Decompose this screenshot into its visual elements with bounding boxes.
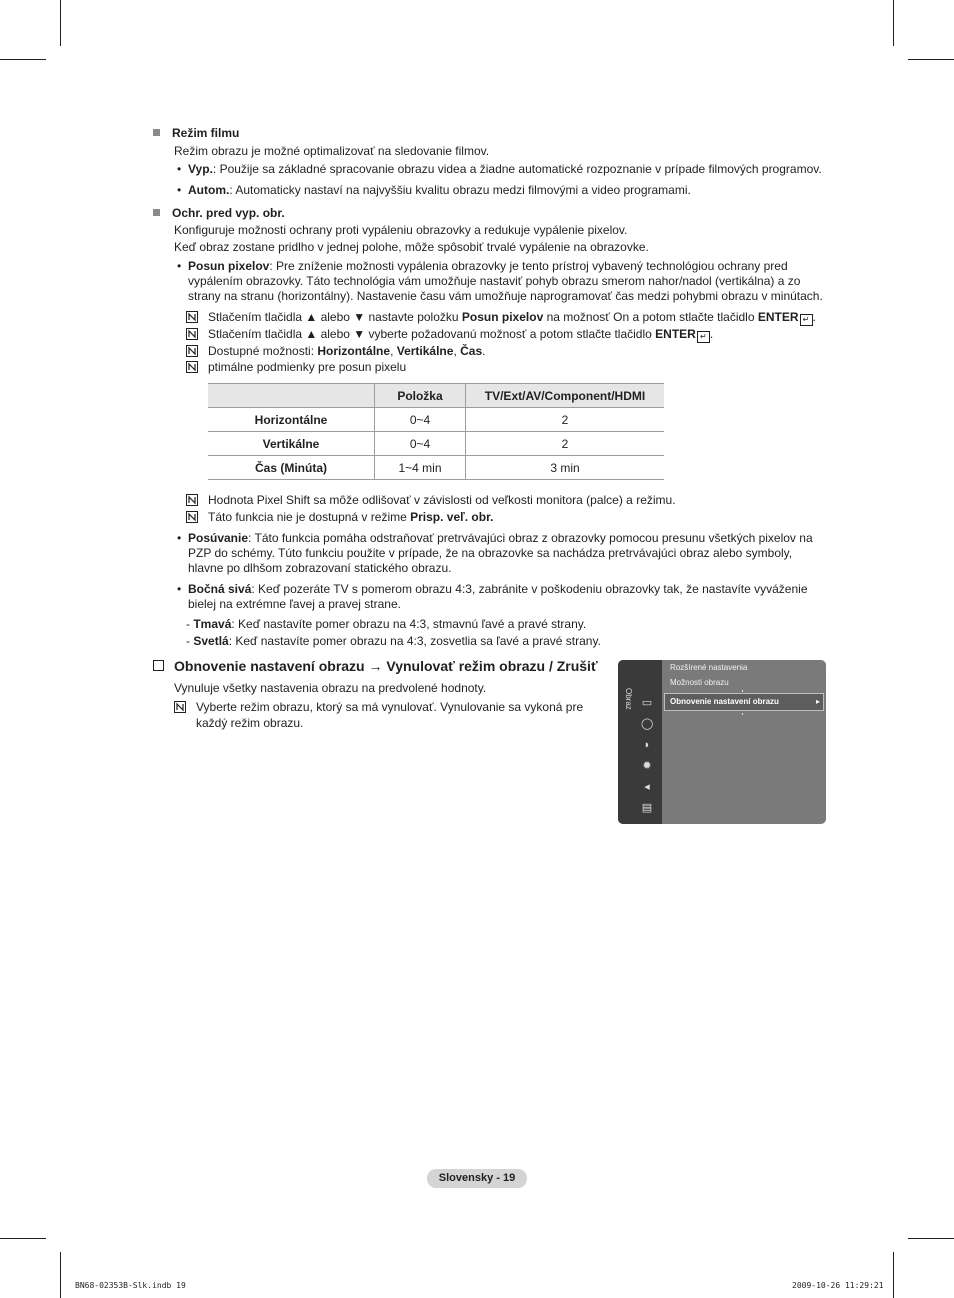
picture-icon[interactable]: ▭ [641, 697, 653, 709]
note-item [174, 699, 614, 731]
square-bullet-icon [153, 129, 160, 136]
table-cell: Horizontálne [208, 408, 375, 432]
sub-text: : Keď nastavíte pomer obrazu na 4:3, stmavnú ľavé a pravé strany. [231, 617, 587, 631]
table-cell: 0~4 [375, 408, 466, 432]
bullet-term: Posun pixelov [188, 259, 270, 273]
scroll-down-indicator [742, 713, 743, 715]
note-icon [174, 701, 186, 713]
note-bold: Čas [460, 344, 483, 358]
bullet-dot-icon: • [177, 531, 182, 545]
table-header: Položka [375, 384, 466, 408]
note-bold: Vertikálne [396, 344, 454, 358]
bullet-dot-icon: • [177, 183, 182, 197]
bullet-text: : Použije sa základné spracovanie obrazu videa a žiadne automatické rozpoznanie v prípade filmových programov. [212, 162, 822, 176]
sub-item-dark: - Tmavá: Keď nastavíte pomer obrazu na 4:3, stmavnú ľavé a pravé strany. [186, 617, 587, 631]
table-row [208, 432, 664, 456]
bullet-scrolling [174, 531, 824, 576]
bullet-item [174, 183, 824, 198]
note-item: Stlačením tlačidla ▲ alebo ▼ vyberte požadovanú možnosť a potom stlačte tlačidlo ENTER ↵ . [186, 326, 826, 343]
note-bold: Horizontálne [317, 344, 391, 358]
note-text: ptimálne podmienky pre posun pixelu [208, 360, 407, 374]
setup-gear-icon[interactable]: ✹ [642, 760, 652, 772]
heading-text: Režim filmu [172, 126, 240, 140]
note-bold: ENTER [757, 310, 799, 324]
burn-description-1: Konfiguruje možnosti ochrany proti vypáleniu obrazovky a redukuje vypálenie pixelov. [174, 223, 628, 237]
note-bold: ENTER [655, 327, 696, 341]
note-item: Dostupné možnosti: Horizontálne, Vertikálne, Čas. [186, 343, 826, 359]
bullet-term: Posúvanie [188, 531, 249, 545]
sub-term: Svetlá [193, 634, 229, 648]
square-bullet-icon [153, 209, 160, 216]
bullet-dot-icon: • [177, 162, 182, 176]
selected-label: Obnovenie nastavení obrazu [670, 697, 779, 706]
heading-text: Obnovenie nastavení obrazu → Vynulovať režim obrazu / Zrušiť [174, 658, 598, 674]
crop-mark [0, 1238, 46, 1239]
crop-mark [908, 1238, 954, 1239]
crop-mark [0, 59, 46, 60]
pixel-shift-table [208, 383, 664, 480]
sub-item-light: - Svetlá: Keď nastavíte pomer obrazu na 4:3, zosvetlia sa ľavé a pravé strany. [186, 634, 601, 648]
bullet-item [174, 162, 824, 177]
bullet-pixel-shift [174, 259, 824, 304]
bullet-term: Bočná sivá [188, 582, 252, 596]
table-cell: Čas (Minúta) [208, 456, 375, 480]
menu-category-label: Obraz [624, 688, 633, 710]
bullet-side-gray [174, 582, 824, 612]
burn-description-2: Keď obraz zostane pridlho v jednej polohe, môže spôsobiť trvalé vypálenie na obrazovke. [174, 240, 649, 254]
table-cell: 2 [466, 432, 665, 456]
bullet-term: Autom. [188, 183, 230, 197]
table-header: TV/Ext/AV/Component/HDMI [466, 384, 665, 408]
table-cell: 1~4 min [375, 456, 466, 480]
film-description: Režim obrazu je možné optimalizovať na sledovanie filmov. [174, 144, 490, 158]
crop-mark [60, 1252, 61, 1298]
arrow-right-icon: ▸ [815, 697, 820, 706]
bullet-text: : Keď pozeráte TV s pomerom obrazu 4:3, zabránite v poškodeniu obrazovky tak, že nastavíte vyváženie bielej na extrémne ľavej a pravej strane. [188, 582, 808, 611]
note-text: Vyberte režim obrazu, ktorý sa má vynulovať. Vynulovanie sa vykoná pre každý režim obrazu. [196, 700, 584, 730]
note-icon [186, 511, 198, 523]
input-icon[interactable]: ◂ [644, 781, 650, 793]
note-text: Hodnota Pixel Shift sa môže odlišovať v závislosti od veľkosti monitora (palce) a režimu. [208, 493, 676, 507]
bullet-text: : Automaticky nastaví na najvyššiu kvalitu obrazu medzi filmovými a video programami. [229, 183, 691, 197]
note-bold: Prisp. veľ. obr. [410, 510, 494, 524]
note-item [186, 359, 826, 375]
note-text: Stlačením tlačidla ▲ alebo ▼ vyberte požadovanú možnosť a potom stlačte tlačidlo [208, 327, 656, 341]
menu-item[interactable]: Rozšírené nastavenia [670, 663, 748, 672]
note-item: Stlačením tlačidla ▲ alebo ▼ nastavte položku Posun pixelov na možnosť On a potom stlačte tlačidlo ENTER ↵ . [186, 309, 826, 326]
bullet-text: : Táto funkcia pomáha odstraňovať pretrvávajúci obraz z obrazovky pomocou presunu všetkých pixelov na PZP do schémy. Túto funkciu použite v prípade, že na obrazovke sa nachádza pretrvávajúci obraz alebo symboly, hlavne po dlhšom zobrazovaní statického obrazu. [188, 531, 813, 575]
menu-item-selected[interactable] [664, 693, 824, 711]
note-text: Dostupné možnosti: [208, 344, 318, 358]
menu-sidebar [618, 660, 662, 824]
table-row [208, 408, 664, 432]
table-row [208, 456, 664, 480]
note-text: Táto funkcia nie je dostupná v režime [208, 510, 411, 524]
footer-timestamp: 2009-10-26 11:29:21 [792, 1281, 884, 1290]
note-icon [186, 311, 198, 323]
bullet-text: : Pre zníženie možnosti vypálenia obrazovky je tento prístroj vybavený technológiou ochrany pred vypálením obrazovky. Táto technológia vám umožňuje nastaviť pohyb obrazu smerom nahor/nadol (vertikálna) a zo strany na stranu (horizontálny). Nastavenie času vám umožňuje naprogramovať čas medzi pohybmi obrazu v minútach. [188, 259, 823, 303]
crop-mark [893, 0, 894, 46]
sub-term: Tmavá [193, 617, 232, 631]
heading-text: Ochr. pred vyp. obr. [172, 206, 285, 220]
note-icon [186, 328, 198, 340]
sub-text: : Keď nastavíte pomer obrazu na 4:3, zosvetlia sa ľavé a pravé strany. [228, 634, 601, 648]
note-icon [186, 494, 198, 506]
menu-item[interactable]: Možnosti obrazu [670, 678, 729, 687]
enter-icon: ↵ [800, 314, 813, 326]
note-icon [186, 345, 198, 357]
note-bold: Posun pixelov [461, 310, 544, 324]
note-item [186, 492, 826, 508]
table-cell: 2 [466, 408, 665, 432]
reset-description: Vynuluje všetky nastavenia obrazu na predvolené hodnoty. [174, 681, 487, 695]
footer-file-info: BN68-02353B-Slk.indb 19 [75, 1281, 186, 1290]
enter-icon: ↵ [697, 331, 710, 343]
checkbox-square-icon [153, 660, 164, 671]
note-text: na možnosť On a potom stlačte tlačidlo [543, 310, 758, 324]
crop-mark [60, 0, 61, 46]
section-heading-reset [153, 658, 598, 674]
table-cell: Vertikálne [208, 432, 375, 456]
table-cell: 3 min [466, 456, 665, 480]
section-heading-film [153, 126, 239, 140]
crop-mark [908, 59, 954, 60]
note-text: Stlačením tlačidla ▲ alebo ▼ nastavte položku [208, 310, 462, 324]
table-cell: 0~4 [375, 432, 466, 456]
crop-mark [893, 1252, 894, 1298]
table-header [208, 384, 375, 408]
page-number-badge: Slovensky - 19 [427, 1169, 527, 1188]
scroll-up-indicator [742, 690, 743, 692]
section-heading-burn [153, 206, 285, 220]
tv-menu-screenshot [618, 660, 826, 824]
sound-icon[interactable]: ◯ [641, 718, 654, 730]
bullet-term: Vyp. [188, 162, 213, 176]
bullet-dot-icon: • [177, 259, 182, 273]
channel-icon[interactable]: ◗ [643, 739, 651, 751]
application-icon[interactable]: ▤ [641, 802, 653, 814]
note-icon [186, 361, 198, 373]
note-item [186, 509, 826, 525]
table-header-row [208, 384, 664, 408]
bullet-dot-icon: • [177, 582, 182, 596]
